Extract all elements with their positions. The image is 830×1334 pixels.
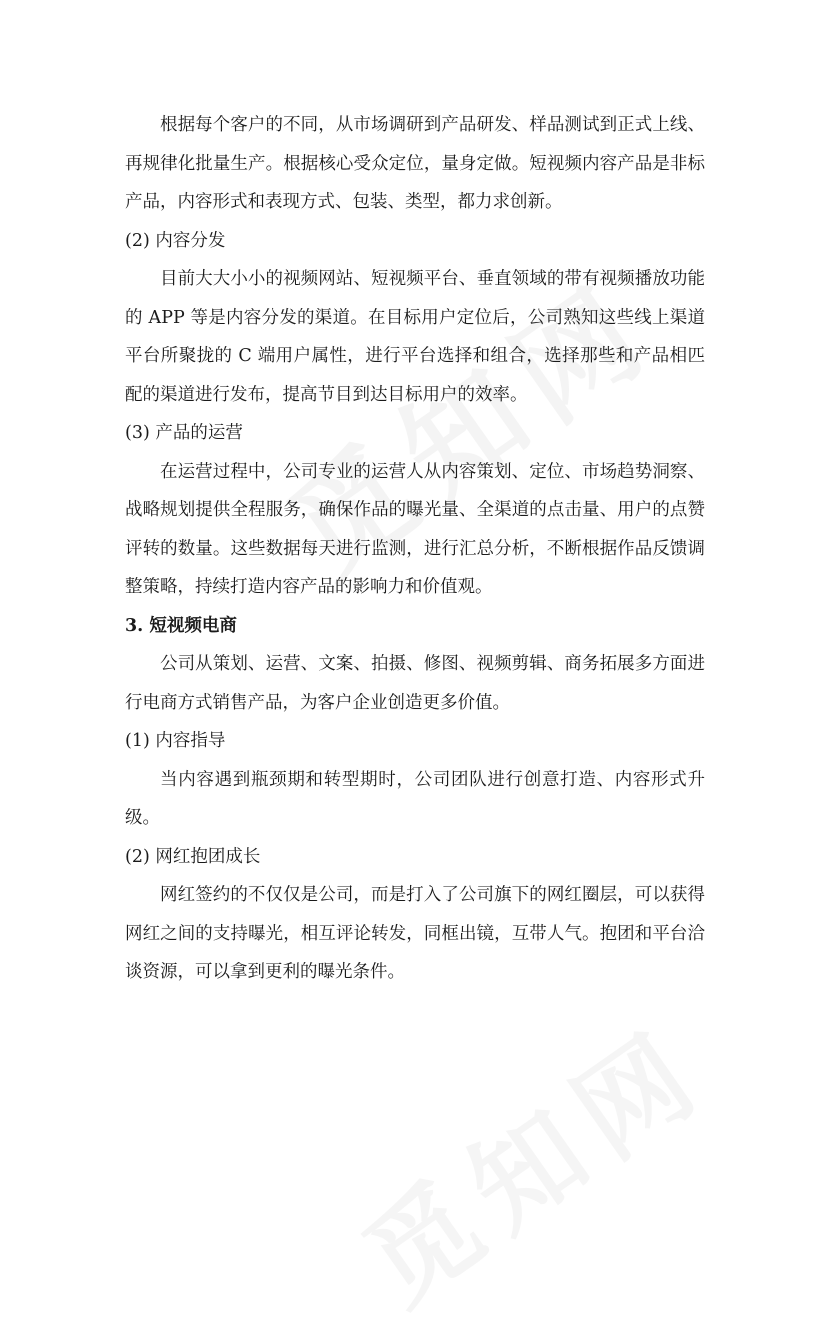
document-body — [125, 106, 705, 992]
paragraph-content-guidance: 当内容遇到瓶颈期和转型期时，公司团队进行创意打造、内容形式升级。 — [125, 769, 705, 828]
section-heading-short-video-ecommerce: 3. 短视频电商 — [125, 615, 237, 636]
paragraph-custom-production: 根据每个客户的不同，从市场调研到产品研发、样品测试到正式上线、再规律化批量生产。根据核心受众定位，量身定做。短视频内容产品是非标产品，内容形式和表现方式、包装、类型，都力求创新。 — [125, 115, 705, 212]
paragraph-ecommerce: 公司从策划、运营、文案、拍摄、修图、视频剪辑、商务拓展多方面进行电商方式销售产品，为客户企业创造更多价值。 — [125, 654, 705, 713]
item-heading-content-distribution: (2) 内容分发 — [125, 230, 226, 251]
item-heading-influencer-growth: (2) 网红抱团成长 — [125, 846, 261, 867]
item-heading-content-guidance: (1) 内容指导 — [125, 731, 226, 751]
paragraph-content-distribution: 目前大大小小的视频网站、短视频平台、垂直领域的带有视频播放功能的 APP 等是内容分发的渠道。在目标用户定位后，公司熟知这些线上渠道平台所聚拢的 C 端用户属性，进行平台选择和组合，选择那些和产品相匹配的渠道进行发布，提高节目到达目标用户的效率。 — [125, 269, 705, 405]
watermark-bottom — [328, 998, 692, 1303]
item-heading-product-operation: (3) 产品的运营 — [125, 423, 243, 443]
paragraph-product-operation: 在运营过程中，公司专业的运营人从内容策划、定位、市场趋势洞察、战略规划提供全程服务，确保作品的曝光量、全渠道的点击量、用户的点赞评转的数量。这些数据每天进行监测，进行汇总分析，不断根据作品反馈调整策略，持续打造内容产品的影响力和价值观。 — [125, 461, 705, 597]
paragraph-influencer-growth: 网红签约的不仅仅是公司，而是打入了公司旗下的网红圈层，可以获得网红之间的支持曝光，相互评论转发，同框出镜，互带人气。抱团和平台洽谈资源，可以拿到更利的曝光条件。 — [125, 885, 705, 982]
